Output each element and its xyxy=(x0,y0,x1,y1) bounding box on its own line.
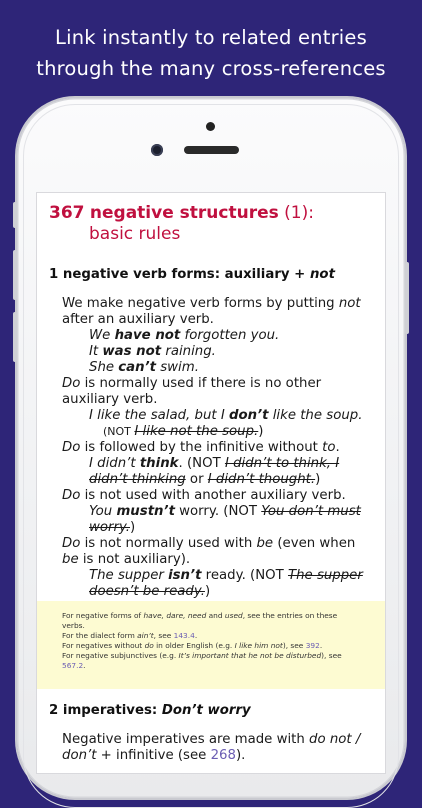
cross-reference-link-268[interactable]: 268 xyxy=(210,748,236,763)
section-1-heading xyxy=(49,267,379,282)
paragraph: auxiliary verb. xyxy=(62,392,158,407)
example-sentence: The supper isn’t ready. (NOT The supper xyxy=(89,568,363,583)
entry-title xyxy=(49,203,379,224)
example-sentence: It was not raining. xyxy=(89,344,216,359)
phone-side-button-volume-down xyxy=(13,312,17,362)
section-1-heading-text: 1 negative verb forms: auxiliary + xyxy=(49,267,310,282)
note-line: For the dialect form ain’t, see 143.4. xyxy=(62,631,198,640)
phone-side-button-volume-up xyxy=(13,250,17,300)
front-camera-icon xyxy=(151,144,163,156)
paragraph: We make negative verb forms by putting not xyxy=(62,296,361,311)
cross-reference-notes xyxy=(37,601,385,689)
cross-reference-link-567-2[interactable]: 567.2 xyxy=(62,661,84,670)
headline xyxy=(0,22,422,84)
example-sentence: I like the salad, but I don’t like the soup. xyxy=(89,408,363,423)
phone-side-button-mute xyxy=(13,202,17,228)
phone-side-button-power xyxy=(405,262,409,334)
paragraph: Negative imperatives are made with do not / xyxy=(62,732,361,747)
paragraph: Do is followed by the infinitive without to. xyxy=(62,440,340,455)
entry-content xyxy=(49,203,379,600)
example-sentence: We have not forgotten you. xyxy=(89,328,280,343)
section-2-heading: 2 imperatives: Don’t worry xyxy=(49,703,251,718)
headline-line-1: Link instantly to related entries xyxy=(55,26,367,49)
entry-number: 367 xyxy=(49,203,85,223)
cross-reference-link-392[interactable]: 392 xyxy=(305,641,320,650)
paragraph: Do is normally used if there is no other xyxy=(62,376,322,391)
paragraph: after an auxiliary verb. xyxy=(62,312,214,327)
example-sentence: I didn’t think. (NOT I didn’t to think, I xyxy=(89,456,340,471)
entry-title-main: negative structures xyxy=(89,203,279,223)
paragraph: Do is not used with another auxiliary verb. xyxy=(62,488,346,503)
incorrect-example: worry.) xyxy=(89,520,136,535)
entry-title-part: (1): xyxy=(284,203,314,223)
note-line: For negative forms of have, dare, need and used, see the entries on these xyxy=(62,611,338,620)
cross-reference-link-143-4[interactable]: 143.4 xyxy=(173,631,195,640)
note-line: For negatives without do in older English (e.g. I like him not), see 392. xyxy=(62,641,323,650)
proximity-sensor xyxy=(206,122,215,131)
entry-subtitle: basic rules xyxy=(89,224,181,244)
example-sentence: You mustn’t worry. (NOT You don’t must xyxy=(89,504,361,519)
paragraph: Do is not normally used with be (even when xyxy=(62,536,356,551)
note-line: 567.2. xyxy=(62,661,86,670)
headline-line-2: through the many cross-references xyxy=(36,57,386,80)
section-1-heading-italic: not xyxy=(309,267,335,282)
note-line: verbs. xyxy=(62,621,85,630)
incorrect-example: doesn’t be ready.) xyxy=(89,584,211,599)
incorrect-example: (NOT I like not the soup.) xyxy=(103,424,264,439)
section-2 xyxy=(49,703,379,764)
app-screen[interactable] xyxy=(37,193,385,773)
earpiece-speaker xyxy=(184,146,239,154)
example-sentence: She can’t swim. xyxy=(89,360,199,375)
paragraph: be is not auxiliary). xyxy=(62,552,191,567)
paragraph: don’t + infinitive (see 268). xyxy=(62,748,246,763)
note-line: For negative subjunctives (e.g. It’s important that he not be disturbed), see xyxy=(62,651,342,660)
incorrect-example: didn’t thinking or I didn’t thought.) xyxy=(89,472,321,487)
